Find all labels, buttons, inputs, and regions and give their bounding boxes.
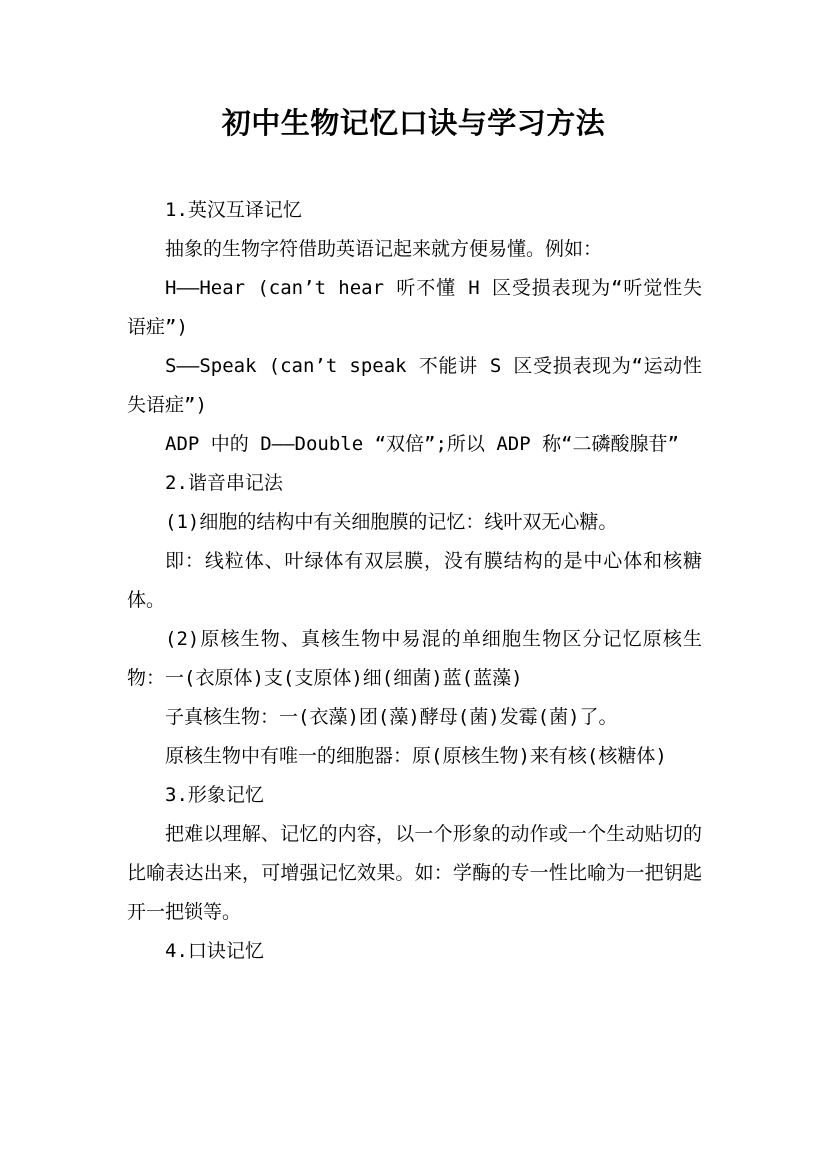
body-paragraph: S——Speak (can’t speak 不能讲 S 区受损表现为“运动性失语症”) xyxy=(127,355,702,416)
body-paragraph: 把难以理解、记忆的内容，以一个形象的动作或一个生动贴切的比喻表达出来，可增强记忆效果。如：学酶的专一性比喻为一把钥匙开一把锁等。 xyxy=(127,823,702,923)
body-paragraph: 即：线粒体、叶绿体有双层膜，没有膜结构的是中心体和核糖体。 xyxy=(127,550,702,611)
section-heading-2: 2.谐音串记法 xyxy=(165,472,283,494)
body-paragraph: (2)原核生物、真核生物中易混的单细胞生物区分记忆原核生物：一(衣原体)支(支原体)细(细菌)蓝(蓝藻) xyxy=(127,628,702,689)
body-paragraph: ADP 中的 D——Double “双倍”;所以 ADP 称“二磷酸腺苷” xyxy=(165,433,679,455)
body-paragraph: 原核生物中有唯一的细胞器：原(原核生物)来有核(核糖体) xyxy=(165,745,667,767)
section-heading-1: 1.英汉互译记忆 xyxy=(165,199,302,221)
body-paragraph: 子真核生物：一(衣藻)团(藻)酵母(菌)发霉(菌)了。 xyxy=(165,706,618,728)
body-paragraph: (1)细胞的结构中有关细胞膜的记忆：线叶双无心糖。 xyxy=(165,511,618,533)
document-title: 初中生物记忆口诀与学习方法 xyxy=(221,106,606,140)
body-paragraph: H——Hear (can’t hear 听不懂 H 区受损表现为“听觉性失语症”) xyxy=(127,277,702,338)
body-paragraph: 抽象的生物字符借助英语记起来就方便易懂。例如： xyxy=(165,238,603,260)
section-heading-3: 3.形象记忆 xyxy=(165,784,264,806)
section-heading-4: 4.口诀记忆 xyxy=(165,940,264,962)
document-body xyxy=(127,191,702,971)
